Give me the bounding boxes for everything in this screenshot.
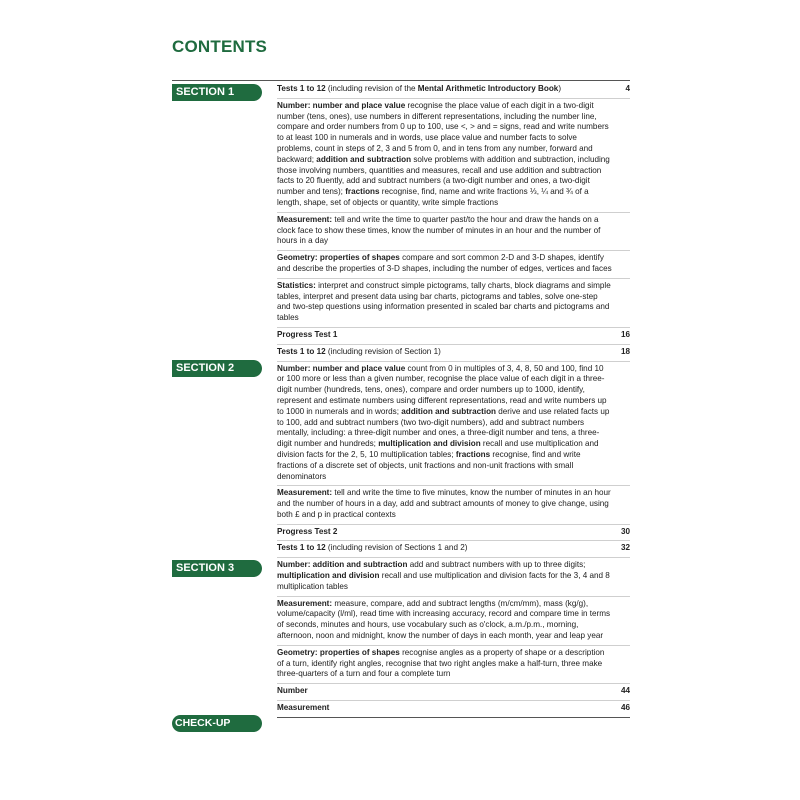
contents-row: Number: addition and subtraction add and subtract numbers with up to three digits; multiplication and division recall and use multiplication and division facts for the 3, 4 and 8 multiplication tables <box>277 558 630 596</box>
page-number: 30 <box>620 526 630 536</box>
contents-row: Number 44 <box>277 684 630 701</box>
page-number: 18 <box>620 346 630 356</box>
section-3-badge: SECTION 3 <box>172 560 262 577</box>
page-number: 16 <box>620 329 630 339</box>
contents-row: Geometry: properties of shapes recognise angles as a property of shape or a description of a turn, identify right angles, recognise that two right angles make a half-turn, three make three-quarters of a turn and four a complete turn <box>277 646 630 684</box>
section-2-badge: SECTION 2 <box>172 360 262 377</box>
contents-row: Statistics: interpret and construct simple pictograms, tally charts, block diagrams and simple tables, interpret and present data using bar charts, pictograms and tables, solve one-step and two-step questions using information presented in scaled bar charts and pictograms and tables <box>277 279 630 328</box>
contents-row: Number: number and place value recognise the place value of each digit in a two-digit number (tens, ones), use numbers in different representations, including the number line, compare and order numbers from 0 up to 100, use <, > and = signs, read and write numbers to at least 100 in numerals and in words, use place value and number facts to solve problems, count in steps of 2, 3 and 5 from 0, and in tens from any number, forward and backward; addition and subtraction solve problems with addition and subtraction, including those involving numbers, quantities and measures, recall and use addition and subtraction facts to 20 fluently, add and subtract numbers (a two-digit number and ones, a two-digit number and tens); fractions recognise, find, name and write fractions ⅓, ¼ and ¾ of a length, shape, set of objects or quantity, write simple fractions <box>277 99 630 213</box>
contents-row: Number: number and place value count from 0 in multiples of 3, 4, 8, 50 and 100, find 10 or 100 more or less than a given number, recognise the place value of each digit in a three-digit number (hundreds, tens, ones), compare and order numbers up to 1000, identify, represent and estimate numbers using different representations, read and write numbers up to 1000 in numerals and in words; addition and subtraction derive and use related facts up to 100, add and subtract numbers (two two-digit numbers), add and subtract numbers mentally, including: a three-digit number and ones, a three-digit number and tens, a three-digit number and hundreds; multiplication and division recall and use multiplication and division facts for the 2, 5, 10 multiplication tables; fractions recognise, find and write fractions of a discrete set of objects, unit fractions and non-unit fractions with small denominators <box>277 362 630 487</box>
contents-row: Measurement: measure, compare, add and subtract lengths (m/cm/mm), mass (kg/g), volume/capacity (l/ml), read time with increasing accuracy, record and compare time in terms of seconds, minutes and hours, use vocabulary such as o'clock, a.m./p.m., morning, afternoon, noon and midnight, know the number of days in each month, year and leap year <box>277 597 630 646</box>
page-number: 32 <box>620 543 630 553</box>
section-1-badge: SECTION 1 <box>172 84 262 101</box>
contents-list <box>277 82 630 718</box>
page-title: CONTENTS <box>172 37 268 56</box>
contents-row: Progress Test 2 30 <box>277 525 630 542</box>
contents-row: Measurement: tell and write the time to quarter past/to the hour and draw the hands on a clock face to show these times, know the number of minutes in an hour and the number of hours in a day <box>277 213 630 251</box>
contents-row: Measurement 46 <box>277 701 630 718</box>
page-number: 44 <box>620 686 630 696</box>
contents-row: Measurement: tell and write the time to five minutes, know the number of minutes in an hour and the number of hours in a day, add and subtract amounts of money to give change, using both £ and p in practical contexts <box>277 486 630 524</box>
top-divider <box>172 80 630 81</box>
contents-row: Tests 1 to 12 (including revision of Sections 1 and 2) 32 <box>277 541 630 558</box>
check-up-tests-badge: CHECK-UP TESTS <box>172 715 262 732</box>
contents-row: Tests 1 to 12 (including revision of Section 1) 18 <box>277 345 630 362</box>
contents-row: Geometry: properties of shapes compare and sort common 2-D and 3-D shapes, identify and describe the properties of 3-D shapes, including the number of edges, vertices and faces <box>277 251 630 279</box>
page-number: 4 <box>625 84 630 93</box>
contents-row: Tests 1 to 12 (including revision of the Mental Arithmetic Introductory Book) 4 <box>277 82 630 99</box>
contents-row: Progress Test 1 16 <box>277 328 630 345</box>
page-number: 46 <box>620 703 630 713</box>
